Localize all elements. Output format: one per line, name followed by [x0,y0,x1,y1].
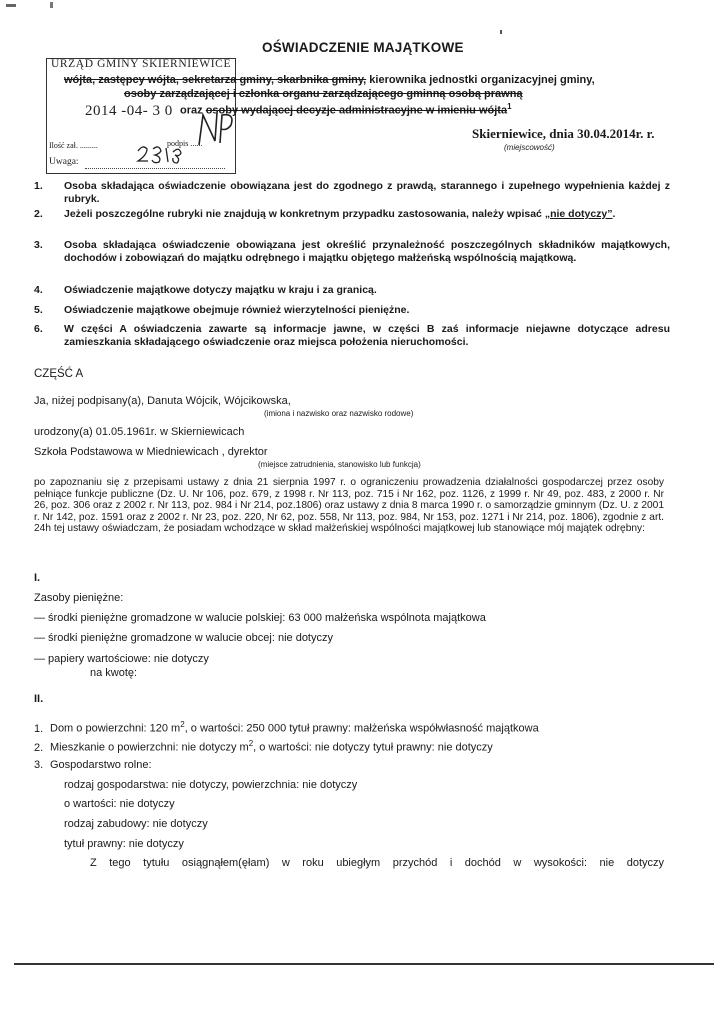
scan-mark-tick [50,2,53,8]
house-area: Dom o powierzchni: 120 m [50,722,181,735]
apartment-value: , o wartości: nie dotyczy tytuł prawny: nie dotyczy [253,741,493,754]
farm-buildings: rodzaj zabudowy: nie dotyczy [64,818,208,830]
instruction-1 [34,180,670,205]
item-number: 3. [34,759,44,771]
header-footnote-ref: 1 [507,102,512,111]
apartment-item: 2. Mieszkanie o powierzchni: nie dotyczy $m^2$, o wartości: nie dotyczy tytuł prawny: nie dotyczy [34,739,493,754]
scan-mark-top [500,30,502,34]
instruction-number: 4. [34,284,43,296]
handwritten-number [135,143,185,165]
farm-income: Z tego tytułu osiągnąłem(ęłam) w roku ubiegłym przychód i dochód w wysokości: nie dotyczy [90,857,664,869]
section-1-heading: I. [34,572,41,584]
instruction-4 [34,284,670,297]
house-item: 1. Dom o powierzchni: 120 $m^2$, o wartości: 250 000 tytuł prawny: małżeńska współwłasność majątkowa [34,720,539,735]
securities-amount: na kwotę: [90,667,138,679]
workplace-info: Szkoła Podstawowa w Miedniewicach , dyrektor [34,446,268,458]
header-struck-officials: wójta, zastępcy wójta, sekretarza gminy, skarbnika gminy, [64,74,367,86]
header-struck-decision-maker: osoby wydającej decyzje administracyjne w imieniu wójta [205,104,508,117]
item-number: 2. [34,741,44,754]
cash-foreign: — środki pieniężne gromadzone w walucie obcej: nie dotyczy [34,632,333,644]
instruction-3 [34,239,670,264]
stamp-dotted-line [85,168,225,169]
farm-type: rodzaj gospodarstwa: nie dotyczy, powierzchnia: nie dotyczy [64,779,358,791]
farm-label: Gospodarstwo rolne: [50,759,152,771]
instruction-text: Oświadczenie majątkowe dotyczy majątku w kraju i za granicą. [64,284,377,296]
header-struck-legal-person: osoby zarządzającej i członka organu zarządzającego gminną osobą prawną [124,88,523,100]
instruction-5 [34,304,670,317]
instruction-number: 6. [34,323,43,335]
instruction-text: Oświadczenie majątkowe obejmuje również wierzytelności pieniężne. [64,304,410,316]
instruction-2: 2. Jeżeli poszczególne rubryki nie znajdują w konkretnym przypadku zastosowania, należy wpisać „nie dotyczy”. [34,208,616,220]
declarant-name-caption: (imiona i nazwisko oraz nazwisko rodowe) [264,409,414,418]
cash-resources-label: Zasoby pieniężne: [34,592,124,604]
header-unit-manager: kierownika jednostki organizacyjnej gminy, [366,74,595,86]
stamp-remark-label: Uwaga: [49,157,79,167]
cash-pln: — środki pieniężne gromadzone w walucie polskiej: 63 000 małżeńska wspólnota majątkowa [34,612,486,624]
header-line-2 [124,88,523,100]
apartment-area: Mieszkanie o powierzchni: nie dotyczy m [50,741,249,754]
instruction-number: 5. [34,304,43,316]
instruction-text: W części A oświadczenia zawarte są informacje jawne, w części B zaś informacje niejawne dotyczące adresu zamieszkania składającego oświadczenie oraz miejsca położenia nieruchomości. [64,323,670,348]
declarant-name: Ja, niżej podpisany(a), Danuta Wójcik, Wójcikowska, [34,395,291,407]
header-line-1 [64,74,595,86]
house-value: , o wartości: 250 000 tytuł prawny: małżeńska współwłasność majątkowa [184,722,539,735]
part-a-heading: CZĘŚĆ A [34,368,84,380]
instruction-text: Osoba składająca oświadczenie obowiązana jest określić przynależność poszczególnych składników majątkowych, dochodów i zobowiązań do majątku odrębnego i majątku objętego małżeńską wspólnością majątkową. [64,239,670,264]
header-line-3 [180,102,512,117]
section-2-heading: II. [34,693,44,705]
page-bottom-rule [14,963,714,965]
securities: — papiery wartościowe: nie dotyczy [34,653,209,665]
instruction-text: Osoba składająca oświadczenie obowiązana jest do zgodnego z prawdą, starannego i zupełnego wypełnienia każdej z rubryk. [64,180,670,205]
farm-title: tytuł prawny: nie dotyczy [64,838,184,850]
scan-mark-left [6,4,16,7]
stamp-office-name: URZĄD GMINY SKIERNIEWICE [51,58,232,70]
stamp-date: 2014 -04- 3 0 [85,103,173,119]
legal-basis-paragraph: po zapoznaniu się z przepisami ustawy z dnia 21 sierpnia 1997 r. o ograniczeniu prowadzenia działalności gospodarczej przez osoby pełniące funkcje publiczne (Dz. U. Nr 106, poz. 679, z 1998 r. Nr 113, poz. 715 i Nr 162, poz. 1126, z 1999 r. Nr 49, poz. 483, z 2000 r. Nr 26, poz. 306 oraz z 2002 r. Nr 113, poz. 984 i Nr 214, poz.1806) oraz ustawy z dnia 8 marca 1990 r. o samorządzie gminnym (Dz. U. z 2001 r. Nr 142, poz. 1591 oraz z 2002 r. Nr 23, poz. 220, Nr 62, poz. 558, Nr 113, poz. 984, Nr 153, poz. 1271 i Nr 214, poz. 1806), zgodnie z art. 24h tej ustawy oświadczam, że posiadam wchodzące w skład małżeńskiej wspólności majątkowej lub stanowiące mój majątek odrębny: [34,477,664,535]
instruction-number: 3. [34,239,43,251]
instruction-text: Jeżeli poszczególne rubryki nie znajdują w konkretnym przypadku zastosowania, należy wpisać [64,208,545,220]
place-caption: (miejscowość) [504,143,555,152]
workplace-caption: (miejsce zatrudnienia, stanowisko lub funkcja) [258,460,421,469]
stamp-attachments-label: Ilość zał. ......... [49,141,98,150]
instruction-number: 2. [34,208,43,220]
document-title: OŚWIADCZENIE MAJĄTKOWE [262,40,464,55]
place-date: Skierniewice, dnia 30.04.2014r. r. [472,126,655,141]
instruction-6 [34,323,670,348]
farm-value: o wartości: nie dotyczy [64,798,175,810]
header-oraz: oraz [180,104,206,117]
instruction-number: 1. [34,180,43,192]
birth-info: urodzony(a) 01.05.1961r. w Skierniewicach [34,426,245,438]
farm-item [34,759,152,771]
item-number: 1. [34,722,44,735]
instruction-quote: „nie dotyczy” [544,208,613,220]
stamp-signature-label: podpis ...... [167,139,203,148]
